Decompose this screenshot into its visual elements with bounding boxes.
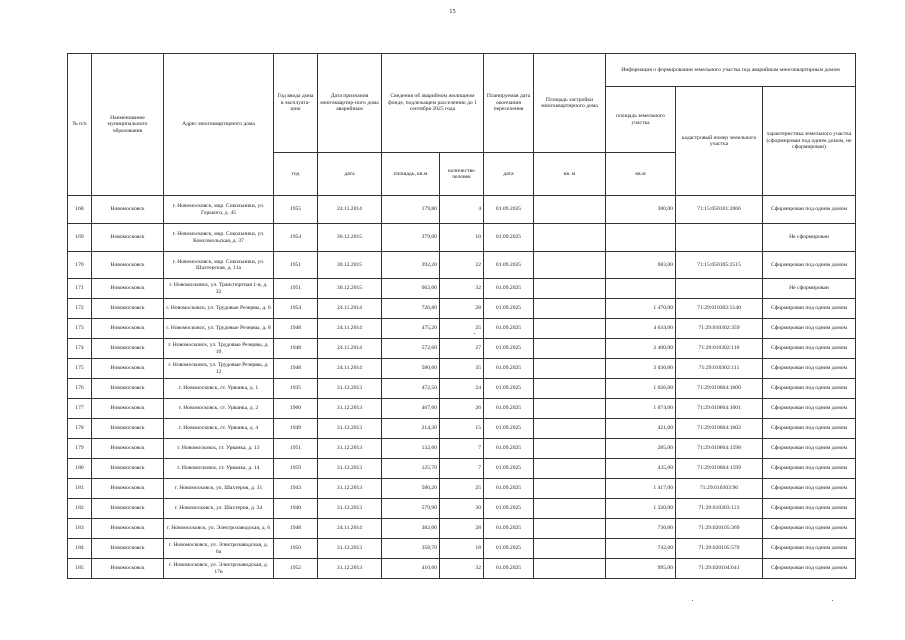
row-land-area: 1 026,00	[606, 379, 676, 399]
row-people-count: 25	[440, 479, 484, 499]
header-land-area: площадь земельного участка	[606, 87, 676, 153]
row-planned-date: 01.09.2025	[484, 459, 534, 479]
row-planned-date: 01.09.2025	[484, 224, 534, 252]
row-cadastral-number: 71:29:020104:641	[676, 559, 763, 579]
row-built-area	[534, 252, 606, 279]
scan-speck	[692, 600, 693, 601]
row-number: 177	[68, 399, 92, 419]
row-area: 580,60	[382, 359, 440, 379]
header-cadastral: кадастровый номер земельного участка	[676, 87, 763, 196]
row-number: 178	[68, 419, 92, 439]
row-land-characteristic: Сформирован под одним домом	[763, 459, 856, 479]
row-cadastral-number: 71:29:010604:1600	[676, 379, 763, 399]
row-number: 176	[68, 379, 92, 399]
row-land-characteristic: Сформирован под одним домом	[763, 196, 856, 224]
row-land-characteristic: Сформирован под одним домом	[763, 419, 856, 439]
row-address: г. Новомосковск, ст. Урванка, д. 14	[164, 459, 274, 479]
row-land-characteristic: Сформирован под одним домом	[763, 299, 856, 319]
row-land-characteristic: Сформирован под одним домом	[763, 379, 856, 399]
row-built-area	[534, 479, 606, 499]
row-planned-date: 01.09.2025	[484, 339, 534, 359]
row-built-area	[534, 519, 606, 539]
resettlement-table	[67, 53, 856, 579]
row-people-count: 35	[440, 359, 484, 379]
row-people-count: 7	[440, 439, 484, 459]
row-number: 174	[68, 339, 92, 359]
row-land-area: 736,00	[606, 519, 676, 539]
row-cadastral-number: 71:29:010302:5140	[676, 299, 763, 319]
row-land-area: 4 634,00	[606, 319, 676, 339]
row-land-area: 995,00	[606, 559, 676, 579]
row-land-characteristic: Не сформирован	[763, 279, 856, 299]
row-area: 472,50	[382, 379, 440, 399]
row-municipality: Новомосковск	[92, 319, 164, 339]
row-area: 475,20	[382, 319, 440, 339]
row-land-area: 435,00	[606, 459, 676, 479]
row-people-count: 32	[440, 279, 484, 299]
table-row	[68, 299, 856, 319]
row-address: г. Новомосковск, мкр. Сокольники, ул. Шахтерская, д. 11а	[164, 252, 274, 279]
row-address: г. Новомосковск, ул. Шахтеров, д. 31	[164, 479, 274, 499]
row-planned-date: 01.09.2025	[484, 479, 534, 499]
row-municipality: Новомосковск	[92, 519, 164, 539]
table-row	[68, 252, 856, 279]
row-number: 183	[68, 519, 92, 539]
row-recognition-date: 31.12.2013	[318, 379, 382, 399]
row-land-characteristic: Не сформирован	[763, 224, 856, 252]
table-row	[68, 559, 856, 579]
row-built-area	[534, 379, 606, 399]
row-number: 172	[68, 299, 92, 319]
row-planned-date: 01.09.2025	[484, 519, 534, 539]
row-address: г. Новомосковск, ул. Трудовые Резервы, д. 8	[164, 319, 274, 339]
page-number: 15	[449, 8, 456, 15]
row-area: 382,00	[382, 519, 440, 539]
row-municipality: Новомосковск	[92, 559, 164, 579]
table-row	[68, 339, 856, 359]
row-year: 1948	[274, 359, 318, 379]
row-land-area	[606, 224, 676, 252]
row-number: 169	[68, 224, 92, 252]
row-land-characteristic: Сформирован под одним домом	[763, 519, 856, 539]
row-people-count: 7	[440, 459, 484, 479]
unit-people: количество человек	[440, 153, 484, 196]
row-municipality: Новомосковск	[92, 479, 164, 499]
table-row	[68, 519, 856, 539]
header-municipality: Наименование муниципального образования	[92, 54, 164, 196]
row-people-count: 27	[440, 339, 484, 359]
row-address: г. Новомосковск, ул. Электрозаводская, д. 17в	[164, 559, 274, 579]
row-recognition-date: 24.11.2014	[318, 319, 382, 339]
row-built-area	[534, 224, 606, 252]
row-year: 1951	[274, 439, 318, 459]
row-recognition-date: 31.12.2013	[318, 439, 382, 459]
table-row	[68, 479, 856, 499]
table-row	[68, 499, 856, 519]
row-year: 1949	[274, 419, 318, 439]
row-municipality: Новомосковск	[92, 419, 164, 439]
row-land-characteristic: Сформирован под одним домом	[763, 539, 856, 559]
row-year: 1948	[274, 339, 318, 359]
table-row	[68, 539, 856, 559]
row-people-count: 15	[440, 419, 484, 439]
row-cadastral-number: 71:15:050101:2066	[676, 196, 763, 224]
row-area: 586,20	[382, 479, 440, 499]
row-address: г. Новомосковск, ул. Транспортная 1-я, д. 32	[164, 279, 274, 299]
row-planned-date: 01.09.2025	[484, 399, 534, 419]
row-municipality: Новомосковск	[92, 224, 164, 252]
table-row	[68, 319, 856, 339]
header-address: Адрес многоквартирного дома	[164, 54, 274, 196]
row-land-area: 1 320,00	[606, 499, 676, 519]
row-number: 168	[68, 196, 92, 224]
row-area: 392,20	[382, 252, 440, 279]
header-year: Год ввода дома в эксплуата-цию	[274, 54, 318, 153]
row-year: 1951	[274, 252, 318, 279]
row-people-count: 32	[440, 559, 484, 579]
unit-land: кв.м	[606, 153, 676, 196]
table-row	[68, 224, 856, 252]
row-built-area	[534, 499, 606, 519]
row-address: г. Новомосковск, ул. Шахтеров, д. 34	[164, 499, 274, 519]
row-planned-date: 01.09.2025	[484, 359, 534, 379]
row-area: 132,60	[382, 439, 440, 459]
row-address: г. Новомосковск, ул. Трудовые Резервы, д. 6	[164, 299, 274, 319]
row-recognition-date: 24.11.2014	[318, 196, 382, 224]
row-area: 214,30	[382, 419, 440, 439]
row-people-count: 26	[440, 399, 484, 419]
row-municipality: Новомосковск	[92, 299, 164, 319]
row-recognition-date: 24.11.2014	[318, 359, 382, 379]
row-number: 184	[68, 539, 92, 559]
row-cadastral-number: 71:29:010604:1599	[676, 459, 763, 479]
row-built-area	[534, 559, 606, 579]
row-cadastral-number	[676, 224, 763, 252]
row-people-count: 4	[440, 196, 484, 224]
row-recognition-date: 24.11.2014	[318, 299, 382, 319]
row-recognition-date: 31.12.2013	[318, 559, 382, 579]
unit-planned: дата	[484, 153, 534, 196]
row-planned-date: 01.09.2025	[484, 299, 534, 319]
row-cadastral-number: 71:29:010303:123	[676, 499, 763, 519]
row-address: г. Новомосковск, ст. Урванка, д. 1	[164, 379, 274, 399]
header-fund-info: Сведения об аварийном жилищном фонде, подлежащем расселению до 1 сентября 2025 года	[382, 54, 484, 153]
table-row	[68, 419, 856, 439]
row-recognition-date: 31.12.2013	[318, 539, 382, 559]
row-area: 467,60	[382, 399, 440, 419]
unit-date: дата	[318, 153, 382, 196]
row-municipality: Новомосковск	[92, 196, 164, 224]
row-land-characteristic: Сформирован под одним домом	[763, 399, 856, 419]
row-area: 579,90	[382, 499, 440, 519]
row-planned-date: 01.09.2025	[484, 196, 534, 224]
row-year: 1951	[274, 279, 318, 299]
row-number: 182	[68, 499, 92, 519]
row-year: 1940	[274, 499, 318, 519]
scan-speck	[474, 333, 475, 334]
row-address: г. Новомосковск, ул. Электрозаводская, д. 6	[164, 519, 274, 539]
row-planned-date: 01.09.2025	[484, 419, 534, 439]
row-year: 1950	[274, 539, 318, 559]
row-people-count: 25	[440, 319, 484, 339]
row-cadastral-number: 71:29:010303:96	[676, 479, 763, 499]
row-built-area	[534, 319, 606, 339]
row-number: 181	[68, 479, 92, 499]
row-area: 726,80	[382, 299, 440, 319]
table-row	[68, 399, 856, 419]
row-people-count: 28	[440, 519, 484, 539]
row-number: 171	[68, 279, 92, 299]
header-land-char: характеристика земельного участка (сформирован под одним домом, не сформирован)	[763, 87, 856, 196]
row-address: г. Новомосковск, ст. Урванка, д. 2	[164, 399, 274, 419]
row-number: 185	[68, 559, 92, 579]
table-row	[68, 379, 856, 399]
row-cadastral-number: 71:29:020105:570	[676, 539, 763, 559]
row-address: г. Новомосковск, ст. Урванка, д. 13	[164, 439, 274, 459]
row-year: 1952	[274, 559, 318, 579]
row-land-area: 1 417,00	[606, 479, 676, 499]
row-year: 1943	[274, 479, 318, 499]
row-planned-date: 01.09.2025	[484, 539, 534, 559]
row-built-area	[534, 439, 606, 459]
row-number: 179	[68, 439, 92, 459]
row-land-area: 1 470,00	[606, 299, 676, 319]
row-year: 1955	[274, 196, 318, 224]
header-land-info: Информация о формировании земельного участка под аварийным многоквартирным домом	[606, 54, 856, 87]
row-land-area: 683,00	[606, 252, 676, 279]
row-year: 1948	[274, 519, 318, 539]
row-recognition-date: 30.12.2015	[318, 252, 382, 279]
row-area: 379,00	[382, 224, 440, 252]
row-address: г. Новомосковск, ст. Урванка, д. 4	[164, 419, 274, 439]
row-planned-date: 01.09.2025	[484, 252, 534, 279]
row-cadastral-number: 71:29:010302:111	[676, 359, 763, 379]
row-people-count: 24	[440, 379, 484, 399]
row-land-characteristic: Сформирован под одним домом	[763, 359, 856, 379]
row-land-characteristic: Сформирован под одним домом	[763, 319, 856, 339]
row-land-characteristic: Сформирован под одним домом	[763, 479, 856, 499]
row-land-area	[606, 279, 676, 299]
row-recognition-date: 31.12.2013	[318, 479, 382, 499]
row-cadastral-number: 71:15:050105:2515	[676, 252, 763, 279]
unit-area: площадь, кв.м	[382, 153, 440, 196]
row-planned-date: 01.09.2025	[484, 379, 534, 399]
row-number: 180	[68, 459, 92, 479]
row-planned-date: 01.09.2025	[484, 319, 534, 339]
row-municipality: Новомосковск	[92, 399, 164, 419]
row-land-characteristic: Сформирован под одним домом	[763, 559, 856, 579]
row-recognition-date: 30.12.2015	[318, 224, 382, 252]
row-land-characteristic: Сформирован под одним домом	[763, 499, 856, 519]
row-area: 179,80	[382, 196, 440, 224]
row-people-count: 28	[440, 299, 484, 319]
row-year: 1954	[274, 299, 318, 319]
row-land-area: 2 400,00	[606, 339, 676, 359]
row-cadastral-number: 71:29:010604:1598	[676, 439, 763, 459]
row-recognition-date: 31.12.2013	[318, 499, 382, 519]
row-land-characteristic: Сформирован под одним домом	[763, 339, 856, 359]
row-municipality: Новомосковск	[92, 359, 164, 379]
row-number: 173	[68, 319, 92, 339]
row-cadastral-number: 71:29:010604:1601	[676, 399, 763, 419]
row-area: 410,60	[382, 559, 440, 579]
row-people-count: 30	[440, 499, 484, 519]
row-municipality: Новомосковск	[92, 279, 164, 299]
row-land-area: 3 036,00	[606, 359, 676, 379]
row-planned-date: 01.09.2025	[484, 559, 534, 579]
row-cadastral-number: 71:29:010302:110	[676, 339, 763, 359]
row-land-area: 742,00	[606, 539, 676, 559]
row-people-count: 10	[440, 224, 484, 252]
row-address: г. Новомосковск, мкр. Сокольники, ул. Комсомольская, д. 37	[164, 224, 274, 252]
header-recognition-date: Дата признания многоквартир-ного дома аварийным	[318, 54, 382, 153]
table-row	[68, 196, 856, 224]
row-land-area: 421,00	[606, 419, 676, 439]
row-area: 572,60	[382, 339, 440, 359]
row-recognition-date: 30.12.2015	[318, 279, 382, 299]
row-recognition-date: 31.12.2013	[318, 419, 382, 439]
row-cadastral-number	[676, 279, 763, 299]
unit-year: год	[274, 153, 318, 196]
row-number: 175	[68, 359, 92, 379]
table-row	[68, 439, 856, 459]
row-recognition-date: 31.12.2013	[318, 459, 382, 479]
row-planned-date: 01.09.2025	[484, 279, 534, 299]
row-built-area	[534, 419, 606, 439]
row-people-count: 22	[440, 252, 484, 279]
row-recognition-date: 24.11.2014	[318, 339, 382, 359]
row-municipality: Новомосковск	[92, 339, 164, 359]
row-land-characteristic: Сформирован под одним домом	[763, 439, 856, 459]
row-recognition-date: 31.12.2013	[318, 399, 382, 419]
row-area: 358,70	[382, 539, 440, 559]
row-municipality: Новомосковск	[92, 439, 164, 459]
row-address: г. Новомосковск, ул. Трудовые Резервы, д. 12	[164, 359, 274, 379]
row-land-area: 300,00	[606, 196, 676, 224]
row-address: г. Новомосковск, ул. Трудовые Резервы, д. 10	[164, 339, 274, 359]
row-cadastral-number: 71:29:010604:1602	[676, 419, 763, 439]
row-built-area	[534, 359, 606, 379]
row-planned-date: 01.09.2025	[484, 499, 534, 519]
row-address: г. Новомосковск, ул. Электрозаводская, д. 6а	[164, 539, 274, 559]
row-planned-date: 01.09.2025	[484, 439, 534, 459]
row-address: г. Новомосковск, мкр. Сокольники, ул. Горького, д. 45	[164, 196, 274, 224]
row-land-area: 285,00	[606, 439, 676, 459]
row-built-area	[534, 459, 606, 479]
header-built-area: Площадь застройки многоквартирного дома	[534, 54, 606, 153]
row-number: 170	[68, 252, 92, 279]
table-row	[68, 459, 856, 479]
header-num: № п/п	[68, 54, 92, 196]
row-built-area	[534, 196, 606, 224]
row-people-count: 18	[440, 539, 484, 559]
row-area: 662,00	[382, 279, 440, 299]
row-municipality: Новомосковск	[92, 499, 164, 519]
row-year: 1948	[274, 319, 318, 339]
row-built-area	[534, 279, 606, 299]
row-municipality: Новомосковск	[92, 459, 164, 479]
row-built-area	[534, 299, 606, 319]
row-year: 1954	[274, 224, 318, 252]
row-built-area	[534, 339, 606, 359]
row-municipality: Новомосковск	[92, 539, 164, 559]
row-built-area	[534, 399, 606, 419]
row-area: 125,70	[382, 459, 440, 479]
row-year: 1935	[274, 379, 318, 399]
row-recognition-date: 24.11.2014	[318, 519, 382, 539]
table-body	[68, 196, 856, 579]
row-land-characteristic: Сформирован под одним домом	[763, 252, 856, 279]
row-cadastral-number: 71:29:010302:359	[676, 319, 763, 339]
row-built-area	[534, 539, 606, 559]
table-row	[68, 359, 856, 379]
table-row	[68, 279, 856, 299]
row-year: 1960	[274, 399, 318, 419]
row-cadastral-number: 71:29:020105:369	[676, 519, 763, 539]
unit-built: кв. м	[534, 153, 606, 196]
row-municipality: Новомосковск	[92, 252, 164, 279]
header-planned-date: Планируемая дата окончания переселения	[484, 54, 534, 153]
scan-speck	[832, 600, 833, 601]
row-year: 1959	[274, 459, 318, 479]
row-municipality: Новомосковск	[92, 379, 164, 399]
row-land-area: 1 074,00	[606, 399, 676, 419]
